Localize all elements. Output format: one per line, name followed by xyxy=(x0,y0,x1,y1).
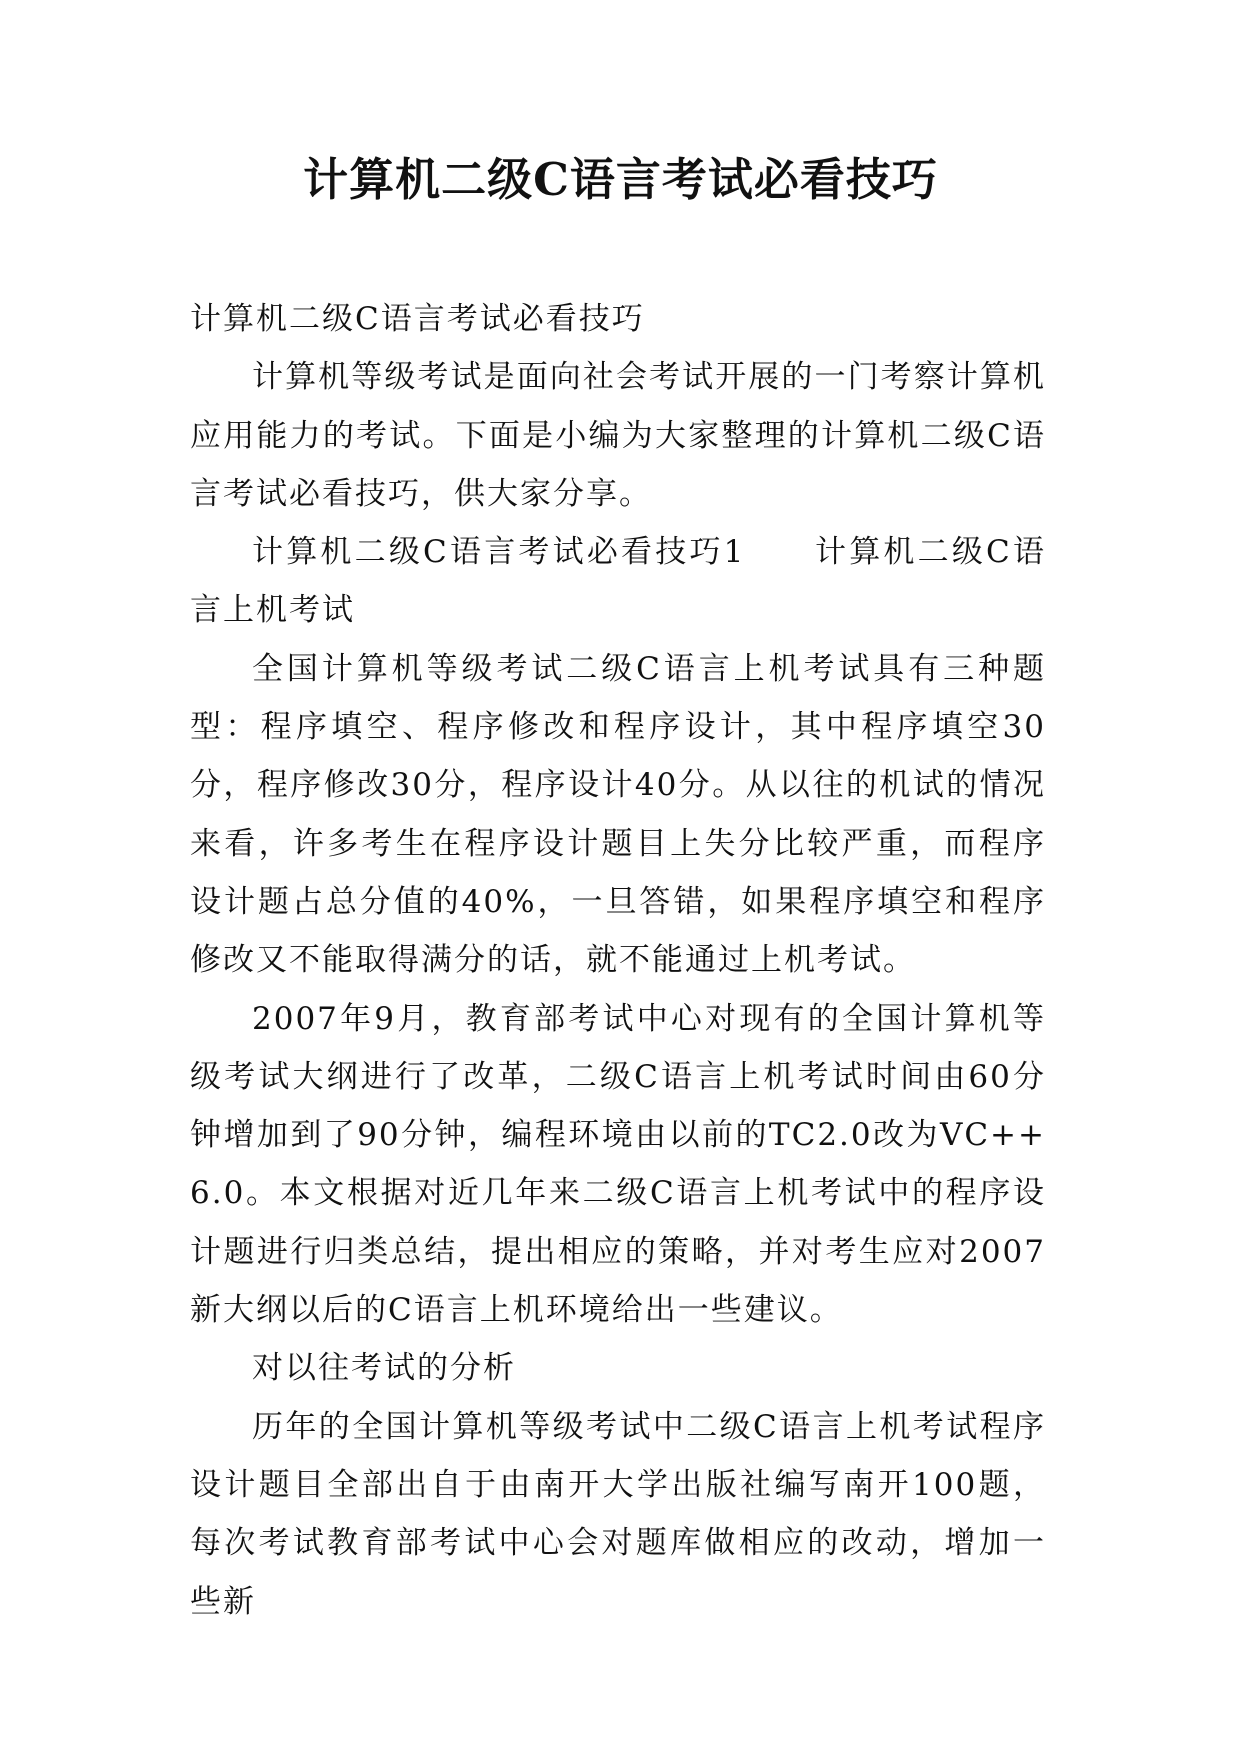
paragraph-section-title: 计算机二级C语言考试必看技巧1 计算机二级C语言上机考试 xyxy=(190,534,1046,629)
paragraph-question-types: 全国计算机等级考试二级C语言上机考试具有三种题型：程序填空、程序修改和程序设计，其中程序填空30分，程序修改30分，程序设计40分。从以往的机试的情况来看，许多考生在程序设计题目上失分比较严重，而程序设计题占总分值的40%，一旦答错，如果程序填空和程序修改又不能取得满分的话，就不能通过上机考试。 xyxy=(190,650,1046,979)
paragraph-intro: 计算机等级考试是面向社会考试开展的一门考察计算机应用能力的考试。下面是小编为大家整理的计算机二级C语言考试必看技巧，供大家分享。 xyxy=(190,359,1046,512)
paragraph-reform: 2007年9月，教育部考试中心对现有的全国计算机等级考试大纲进行了改革，二级C语言上机考试时间由60分钟增加到了90分钟，编程环境由以前的TC2.0改为VC++6.0。本文根据对近几年来二级C语言上机考试中的程序设计题进行归类总结，提出相应的策略，并对考生应对2007新大纲以后的C语言上机环境给出一些建议。 xyxy=(190,1000,1046,1329)
paragraph-heading: 计算机二级C语言考试必看技巧 xyxy=(190,301,645,337)
paragraph-analysis: 历年的全国计算机等级考试中二级C语言上机考试程序设计题目全部出自于由南开大学出版社编写南开100题，每次考试教育部考试中心会对题库做相应的改动，增加一些新 xyxy=(190,1408,1046,1620)
document-title: 计算机二级C语言考试必看技巧 xyxy=(303,153,938,206)
document-body xyxy=(190,290,1046,1631)
paragraph-analysis-heading: 对以往考试的分析 xyxy=(252,1350,516,1387)
